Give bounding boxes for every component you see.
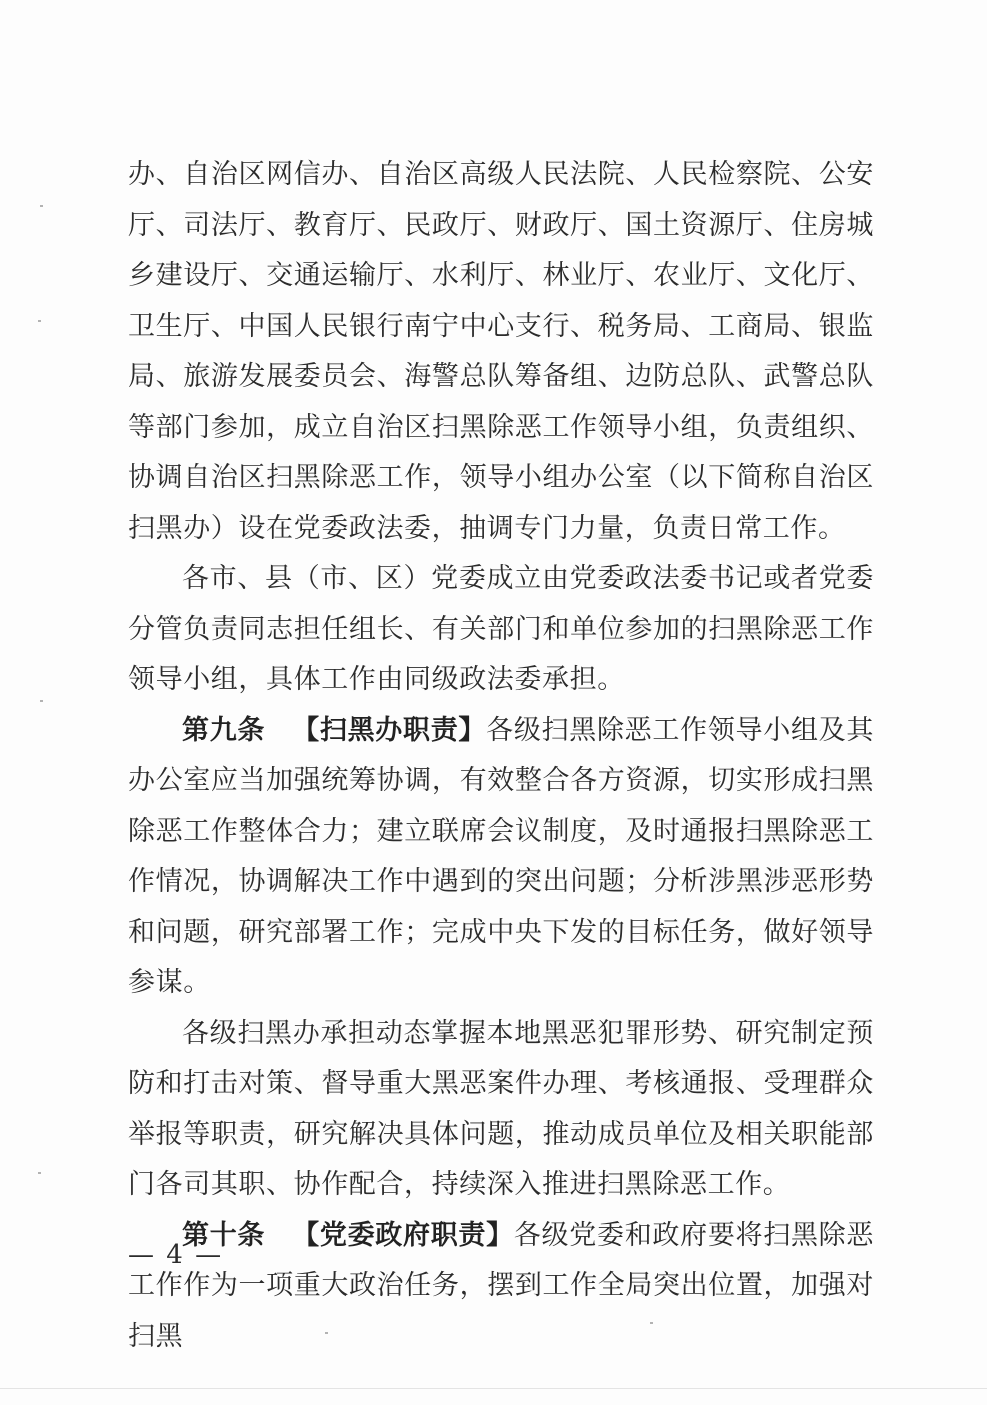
scan-edge-line bbox=[0, 1388, 987, 1389]
article-number: 第十条 bbox=[182, 1219, 266, 1251]
body-paragraph: 各级扫黑办承担动态掌握本地黑恶犯罪形势、研究制定预防和打击对策、督导重大黑恶案件办理、考核通报、受理群众举报等职责，研究解决具体问题，推动成员单位及相关职能部门各司其职、协作配合，持续深入推进扫黑除恶工作。 bbox=[128, 1017, 874, 1200]
article-number: 第九条 bbox=[182, 714, 266, 746]
scan-speck bbox=[38, 1172, 41, 1174]
scan-speck bbox=[40, 205, 43, 207]
article-text: 各级党委和政府要将扫黑除恶工作作为一项重大政治任务，摆到工作全局突出位置，加强对扫黑 bbox=[128, 1219, 874, 1352]
document-body bbox=[128, 150, 874, 1362]
page-number: — 4 — bbox=[128, 1240, 224, 1270]
body-paragraph: 办、自治区网信办、自治区高级人民法院、人民检察院、公安厅、司法厅、教育厅、民政厅、财政厅、国土资源厅、住房城乡建设厅、交通运输厅、水利厅、林业厅、农业厅、文化厅、卫生厅、中国人民银行南宁中心支行、税务局、工商局、银监局、旅游发展委员会、海警总队筹备组、边防总队、武警总队等部门参加，成立自治区扫黑除恶工作领导小组，负责组织、协调自治区扫黑除恶工作，领导小组办公室（以下简称自治区扫黑办）设在党委政法委，抽调专门力量，负责日常工作。 bbox=[128, 159, 874, 544]
body-paragraph: 各市、县（市、区）党委成立由党委政法委书记或者党委分管负责同志担任组长、有关部门和单位参加的扫黑除恶工作领导小组，具体工作由同级政法委承担。 bbox=[128, 563, 874, 695]
article-9-paragraph bbox=[128, 706, 874, 1009]
scan-speck bbox=[40, 700, 43, 702]
article-text: 各级扫黑除恶工作领导小组及其办公室应当加强统筹协调，有效整合各方资源，切实形成扫黑除恶工作整体合力；建立联席会议制度，及时通报扫黑除恶工作情况，协调解决工作中遇到的突出问题；分析涉黑涉恶形势和问题，研究部署工作；完成中央下发的目标任务，做好领导参谋。 bbox=[128, 714, 874, 998]
scan-speck bbox=[38, 320, 41, 322]
article-title: 【党委政府职责】 bbox=[292, 1219, 514, 1251]
article-title: 【扫黑办职责】 bbox=[292, 714, 487, 746]
article-10-paragraph bbox=[128, 1211, 874, 1363]
